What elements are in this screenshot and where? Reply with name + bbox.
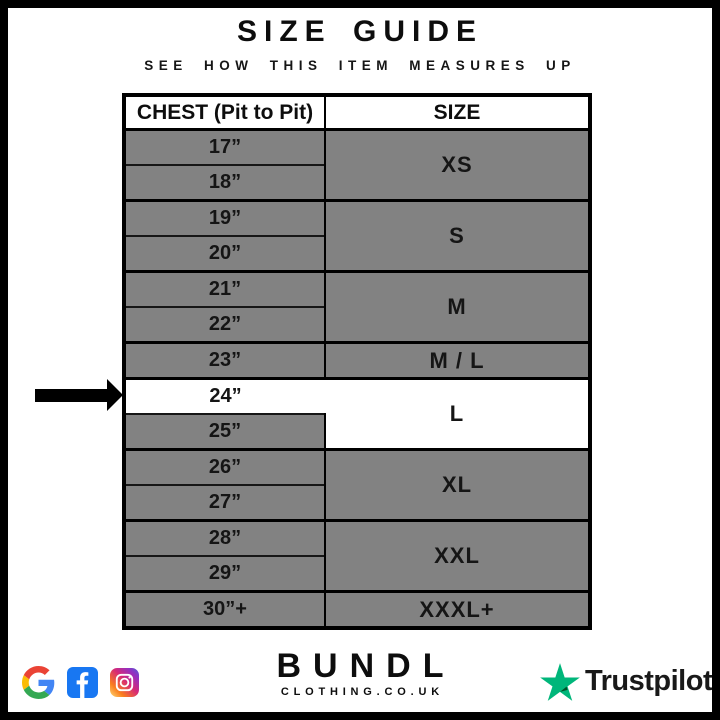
size-value-cell: S (325, 201, 590, 272)
instagram-icon[interactable] (110, 668, 139, 697)
size-value-cell: L (325, 379, 590, 450)
chest-value-cell: 30”+ (124, 592, 325, 629)
current-size-arrow-icon (35, 379, 123, 411)
size-guide-table (122, 93, 592, 630)
chest-value-cell: 29” (124, 556, 325, 592)
table-row (124, 272, 590, 308)
chest-column-header: CHEST (Pit to Pit) (124, 95, 325, 130)
arrow-head (107, 379, 123, 411)
table-row (124, 450, 590, 486)
size-value-cell: XXL (325, 521, 590, 592)
chest-value-cell: 27” (124, 485, 325, 521)
arrow-shaft (35, 389, 107, 402)
chest-value-cell: 20” (124, 236, 325, 272)
brand-logo (265, 649, 456, 698)
size-table-body (124, 130, 590, 629)
brand-domain: CLOTHING.CO.UK (280, 686, 444, 698)
table-row (124, 379, 590, 415)
page-title: SIZE GUIDE (236, 15, 484, 48)
chest-value-cell: 21” (124, 272, 325, 308)
size-column-header: SIZE (325, 95, 590, 130)
size-value-cell: M / L (325, 343, 590, 379)
table-row (124, 521, 590, 557)
chest-value-cell: 25” (124, 414, 325, 450)
chest-value-cell: 26” (124, 450, 325, 486)
table-header-row (124, 95, 590, 130)
chest-value-cell: 18” (124, 165, 325, 201)
facebook-icon[interactable] (67, 667, 98, 698)
social-links (22, 666, 139, 699)
table-row (124, 130, 590, 166)
table-row (124, 201, 590, 237)
table-row (124, 592, 590, 629)
chest-value-cell: 22” (124, 307, 325, 343)
brand-name: BUNDL (276, 647, 456, 685)
size-value-cell: XXXL+ (325, 592, 590, 629)
table-header (124, 95, 590, 130)
size-value-cell: XS (325, 130, 590, 201)
chest-value-cell: 17” (124, 130, 325, 166)
chest-value-cell: 23” (124, 343, 325, 379)
table-row (124, 343, 590, 379)
trustpilot-star-icon (540, 663, 580, 701)
google-icon[interactable] (22, 666, 55, 699)
chest-value-cell: 28” (124, 521, 325, 557)
page-subtitle: SEE HOW THIS ITEM MEASURES UP (144, 58, 576, 73)
size-value-cell: XL (325, 450, 590, 521)
trustpilot-logo[interactable] (540, 663, 712, 701)
chest-value-cell: 24” (124, 379, 325, 415)
trustpilot-label: Trustpilot (585, 664, 713, 697)
size-value-cell: M (325, 272, 590, 343)
chest-value-cell: 19” (124, 201, 325, 237)
